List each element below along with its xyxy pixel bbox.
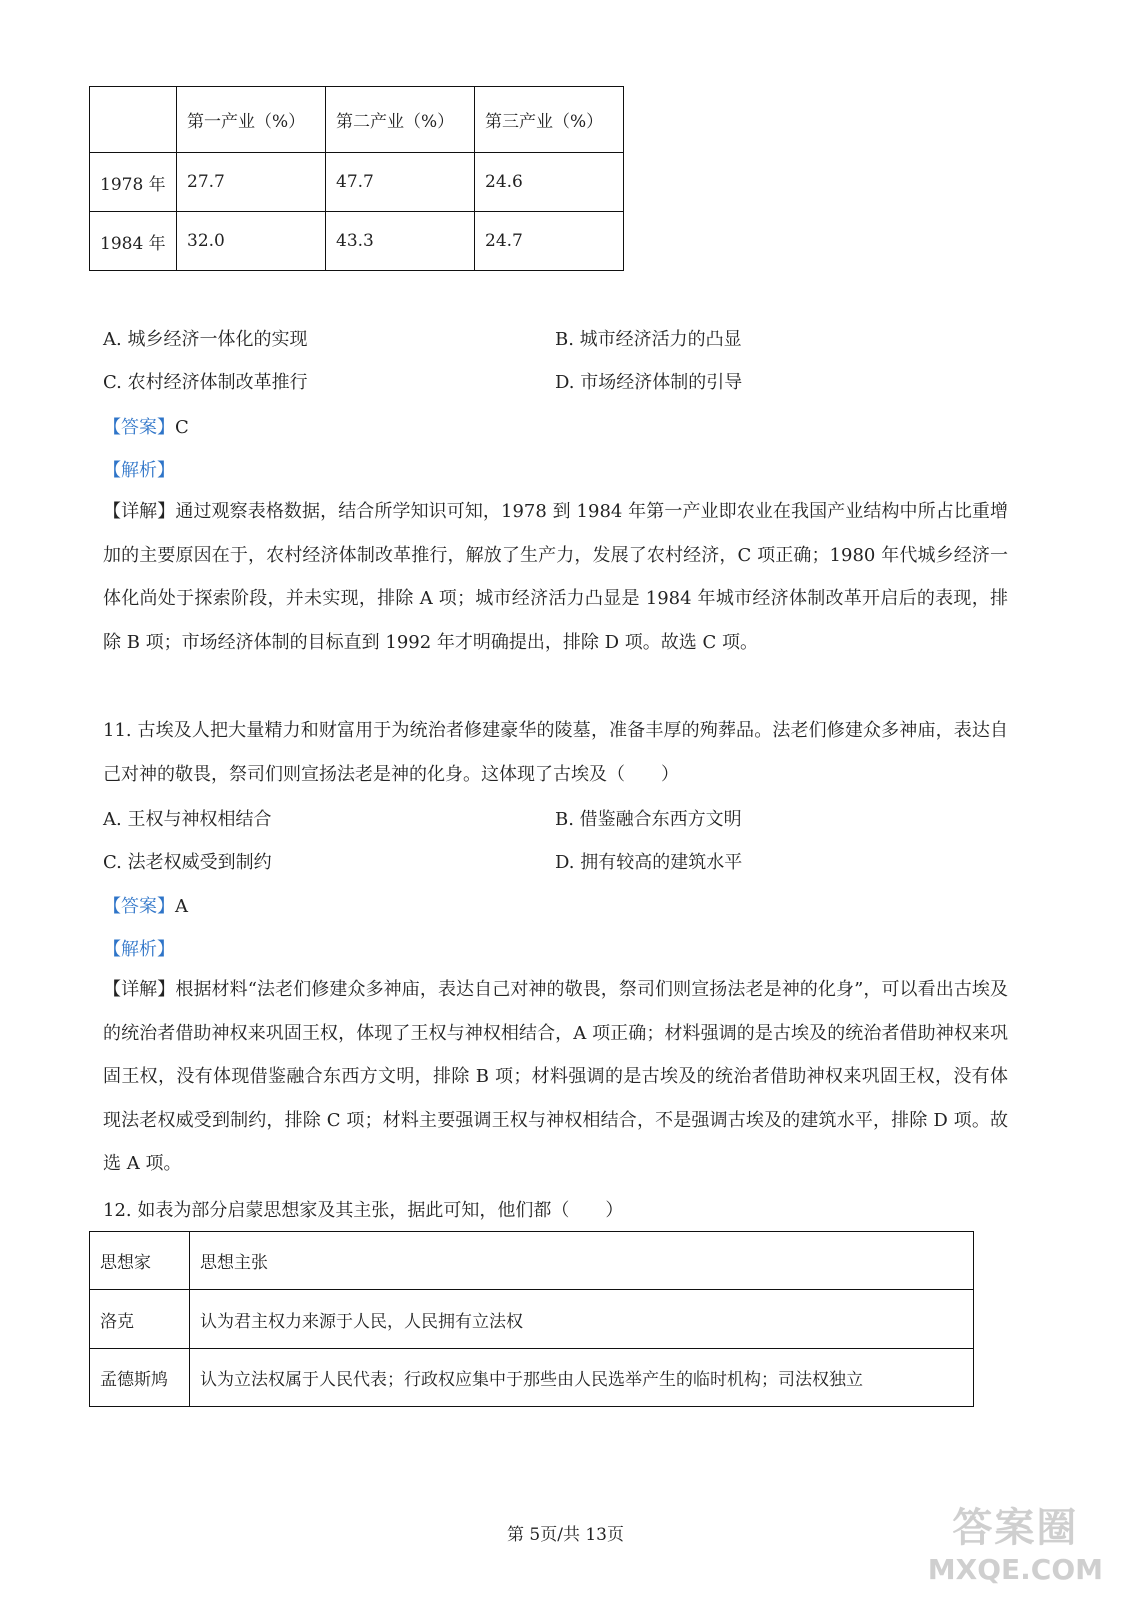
table-row [90, 153, 624, 212]
detail-label: 【详解】 [103, 501, 176, 522]
table-header-cell: 第二产业（%） [326, 87, 475, 153]
table-cell: 认为君主权力来源于人民，人民拥有立法权 [190, 1290, 974, 1349]
q12-stem: 12. 如表为部分启蒙思想家及其主张，据此可知，他们都（ ） [103, 1200, 624, 1221]
table-row [90, 1290, 974, 1349]
q11-option-d: D. 拥有较高的建筑水平 [555, 852, 743, 873]
table-cell: 43.3 [326, 212, 475, 271]
table-cell: 32.0 [177, 212, 326, 271]
table-header-cell: 思想家 [90, 1232, 190, 1290]
q10-option-b: B. 城市经济活力的凸显 [555, 329, 742, 350]
q11-answer [103, 892, 188, 918]
q11-option-a: A. 王权与神权相结合 [103, 809, 272, 830]
table-row [90, 212, 624, 271]
table-cell: 1978 年 [90, 153, 177, 212]
table-header-cell: 思想主张 [190, 1232, 974, 1290]
table-cell: 孟德斯鸠 [90, 1349, 190, 1407]
watermark-url: MXQE.COM [927, 1553, 1103, 1586]
q10-analysis-label: 【解析】 [103, 460, 175, 481]
q11-option-b: B. 借鉴融合东西方文明 [555, 809, 742, 830]
q10-option-c: C. 农村经济体制改革推行 [103, 372, 308, 393]
answer-value: A [175, 896, 188, 917]
detail-label: 【详解】 [103, 979, 176, 1000]
table-header-row [90, 87, 624, 153]
detail-text: 通过观察表格数据，结合所学知识可知，1978 到 1984 年第一产业即农业在我国产业结构中所占比重增加的主要原因在于，农村经济体制改革推行，解放了生产力，发展了农村经济，C 项正确；1980 年代城乡经济一体化尚处于探索阶段，并未实现，排除 A 项；城市经济活力凸显是 1984 年城市经济体制改革开启后的表现，排除 B 项；市场经济体制的目标直到 1992 年才明确提出，排除 D 项。故选 C 项。 [103, 501, 1009, 653]
enlightenment-thinkers-table [89, 1231, 974, 1407]
answer-value: C [175, 417, 189, 438]
detail-text: 根据材料“法老们修建众多神庙，表达自己对神的敬畏，祭司们则宣扬法老是神的化身”，可以看出古埃及的统治者借助神权来巩固王权，体现了王权与神权相结合，A 项正确；材料强调的是古埃及的统治者借助神权来巩固王权，没有体现借鉴融合东西方文明，排除 B 项；材料强调的是古埃及的统治者借助神权来巩固王权，没有体现法老权威受到制约，排除 C 项；材料主要强调王权与神权相结合，不是强调古埃及的建筑水平，排除 D 项。故选 A 项。 [103, 979, 1009, 1174]
q10-answer [103, 413, 189, 439]
q10-option-d: D. 市场经济体制的引导 [555, 372, 743, 393]
answer-label: 【答案】 [103, 417, 175, 438]
table-cell: 24.6 [475, 153, 624, 212]
table-cell: 47.7 [326, 153, 475, 212]
q10-detail [103, 490, 1008, 664]
table-header-cell: 第三产业（%） [475, 87, 624, 153]
page-number: 第 5页/共 13页 [507, 1525, 624, 1545]
watermark-logo: 答案圈 [952, 1505, 1079, 1551]
table-cell: 1984 年 [90, 212, 177, 271]
q10-option-a: A. 城乡经济一体化的实现 [103, 329, 308, 350]
table-cell [90, 87, 177, 153]
watermark [928, 1496, 1103, 1586]
table-cell: 27.7 [177, 153, 326, 212]
q11-stem: 11. 古埃及人把大量精力和财富用于为统治者修建豪华的陵墓，准备丰厚的殉葬品。法老们修建众多神庙，表达自己对神的敬畏，祭司们则宣扬法老是神的化身。这体现了古埃及（ ） [103, 720, 1008, 785]
table-row [90, 1349, 974, 1407]
q11-analysis-label: 【解析】 [103, 939, 175, 960]
table-header-cell: 第一产业（%） [177, 87, 326, 153]
table-cell: 洛克 [90, 1290, 190, 1349]
table-cell: 24.7 [475, 212, 624, 271]
answer-label: 【答案】 [103, 896, 175, 917]
q11-detail [103, 968, 1008, 1186]
table-header-row [90, 1232, 974, 1290]
q11-option-c: C. 法老权威受到制约 [103, 852, 272, 873]
table-cell: 认为立法权属于人民代表；行政权应集中于那些由人民选举产生的临时机构；司法权独立 [190, 1349, 974, 1407]
industry-structure-table [89, 86, 624, 271]
